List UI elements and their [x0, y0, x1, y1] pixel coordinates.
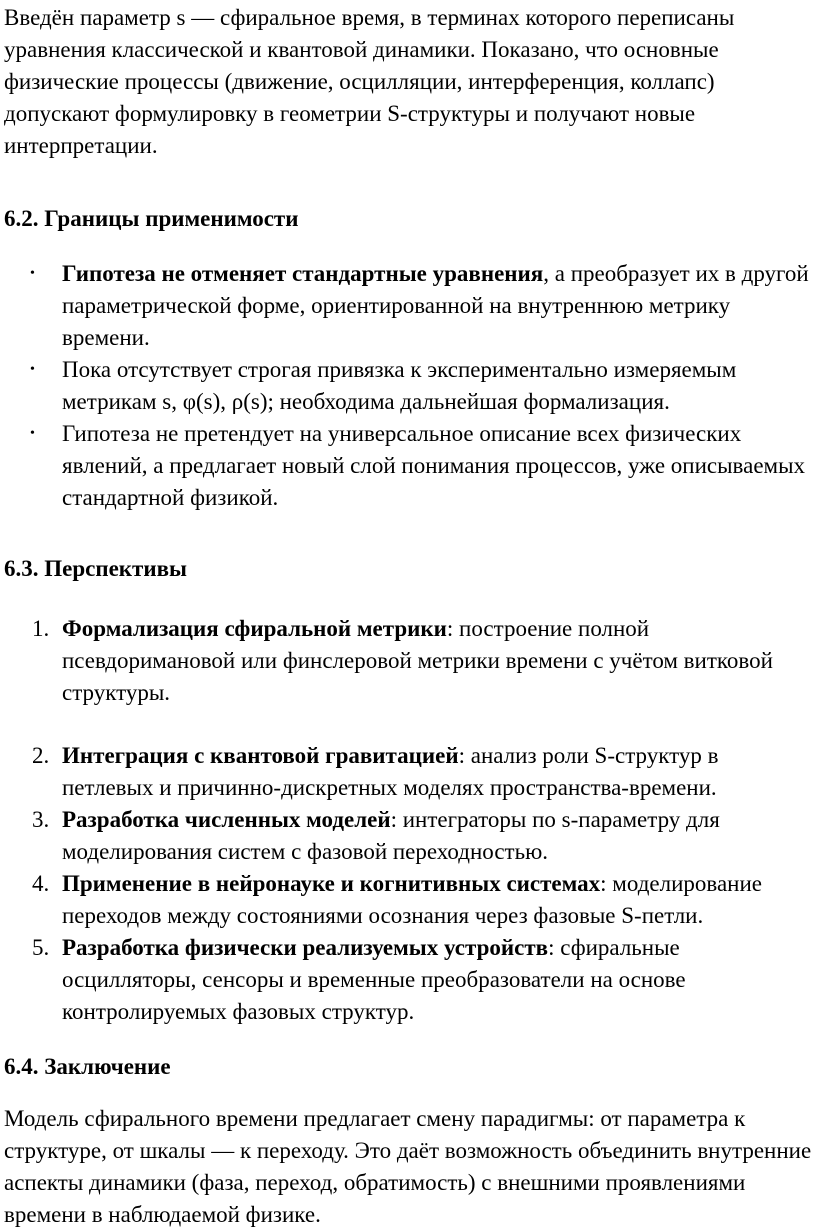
list-number: 5.: [32, 935, 50, 960]
document-page: [4, 2, 812, 1231]
list-item-text: , а преобразует их в другой параметрической форме, ориентированной на внутреннюю метрику времени.: [62, 261, 809, 350]
limits-bullet-list: [4, 258, 812, 514]
list-item: [4, 804, 812, 868]
list-item-bold: Применение в нейронауке и когнитивных системах: [62, 871, 601, 896]
list-item: [4, 613, 812, 709]
list-number: 3.: [32, 807, 50, 832]
conclusion-paragraph: Модель сфирального времени предлагает смену парадигмы: от параметра к структуре, от шкалы — к переходу. Это даёт возможность объединить внутренние аспекты динамики (фаза, переход, обратимость) с внешними проявлениями времени в наблюдаемой физике.: [4, 1106, 812, 1227]
bullet-marker: •: [30, 426, 35, 441]
list-item-bold: Формализация сфиральной метрики: [62, 616, 447, 641]
prospects-numbered-list: [4, 613, 812, 1028]
intro-paragraph: Введён параметр s — сфиральное время, в терминах которого переписаны уравнения классической и квантовой динамики. Показано, что основные физические процессы (движение, осцилляции, интерференция, коллапс) допускают формулировку в геометрии S-структуры и получают новые интерпретации.: [4, 5, 735, 158]
list-item: [4, 740, 812, 804]
list-item-text: : сфиральные осцилляторы, сенсоры и временные преобразователи на основе контролируемых фазовых структур.: [62, 935, 686, 1024]
list-item-text: Пока отсутствует строгая привязка к экспериментально измеряемым метрикам s, φ(s), ρ(s); необходима дальнейшая формализация.: [62, 357, 737, 414]
list-item-bold: Разработка численных моделей: [62, 807, 391, 832]
list-item-bold: Интеграция с квантовой гравитацией: [62, 743, 459, 768]
list-number: 1.: [32, 616, 50, 641]
list-item-text: : интеграторы по s-параметру для моделирования систем с фазовой переходностью.: [62, 807, 720, 864]
section-heading-conclusion: 6.4. Заключение: [4, 1054, 171, 1079]
list-item: [4, 258, 812, 354]
list-item: [4, 868, 812, 932]
bullet-marker: •: [30, 362, 35, 377]
list-item-text: : построение полной псевдоримановой или финслеровой метрики времени с учётом витковой структуры.: [62, 616, 773, 705]
list-item-text: : моделирование переходов между состояниями осознания через фазовые S-петли.: [62, 871, 762, 928]
list-item: [4, 354, 812, 418]
list-item-bold: Разработка физически реализуемых устройств: [62, 935, 549, 960]
list-item: [4, 418, 812, 514]
section-heading-prospects: 6.3. Перспективы: [4, 556, 187, 581]
list-number: 2.: [32, 743, 50, 768]
list-item-text: Гипотеза не претендует на универсальное описание всех физических явлений, а предлагает новый слой понимания процессов, уже описываемых стандартной физикой.: [62, 421, 806, 510]
section-heading-limits: 6.2. Границы применимости: [4, 206, 299, 231]
list-number: 4.: [32, 871, 50, 896]
list-item-bold: Гипотеза не отменяет стандартные уравнения: [62, 261, 544, 286]
list-item: [4, 932, 812, 1028]
list-item-text: : анализ роли S-структур в петлевых и причинно-дискретных моделях пространства-времени.: [62, 743, 719, 800]
bullet-marker: •: [30, 266, 35, 281]
